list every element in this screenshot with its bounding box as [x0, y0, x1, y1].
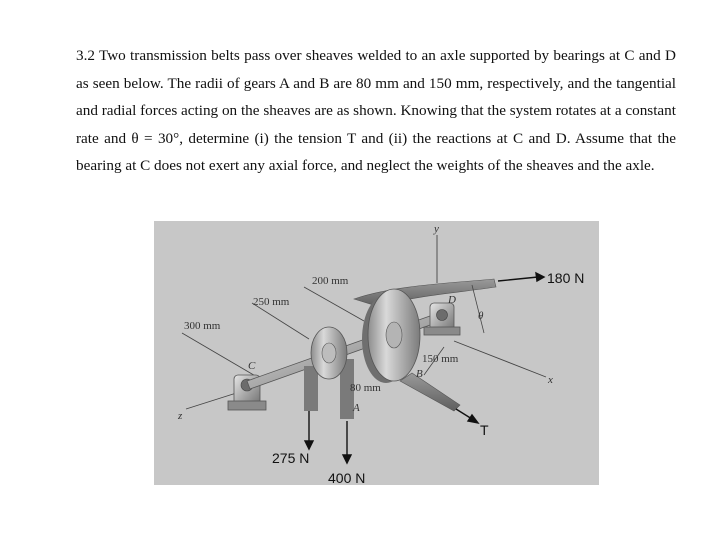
- theta-line: [472, 285, 484, 333]
- belt-bottom: [400, 373, 460, 411]
- force-t: T: [480, 422, 489, 438]
- x-axis: [454, 341, 546, 377]
- label-a: A: [353, 402, 360, 414]
- dim-80mm: 80 mm: [350, 382, 381, 394]
- arrow-275n-head: [305, 441, 313, 449]
- shaft-figure: [154, 221, 599, 485]
- arrow-180n: [498, 277, 538, 281]
- label-b: B: [416, 368, 423, 380]
- label-theta: θ: [478, 310, 484, 322]
- label-x-axis: x: [548, 374, 553, 386]
- arrow-400n-head: [343, 455, 351, 463]
- dim-250mm: 250 mm: [253, 296, 290, 308]
- dim-300mm: 300 mm: [184, 320, 221, 332]
- dim-150mm: 150 mm: [422, 353, 459, 365]
- force-400n: 400 N: [328, 470, 366, 485]
- label-c: C: [248, 360, 256, 372]
- problem-statement: 3.2 Two transmission belts pass over sheaves welded to an axle supported by bearings at C and D as seen below. The radii of gears A and B are 80 mm and 150 mm, respectively, and the tangential and radial forces acting on the sheaves are as shown. Knowing that the system rotates at a constant rate and θ = 30°, determine (i) the tension T and (ii) the reactions at C and D. Assume that the bearing at C does not exert any axial force, and neglect the weights of the sheaves and the axle.: [76, 47, 676, 175]
- arrow-180n-head: [536, 273, 544, 281]
- label-d: D: [448, 294, 456, 306]
- label-z-axis: z: [178, 410, 183, 422]
- label-y-axis: y: [434, 223, 439, 235]
- dim-200mm: 200 mm: [312, 275, 349, 287]
- shaft-diagram: [154, 221, 599, 485]
- sheave-a: [304, 327, 354, 419]
- force-180n: 180 N: [547, 270, 585, 286]
- force-275n: 275 N: [272, 450, 310, 466]
- arrow-t-head: [468, 415, 478, 423]
